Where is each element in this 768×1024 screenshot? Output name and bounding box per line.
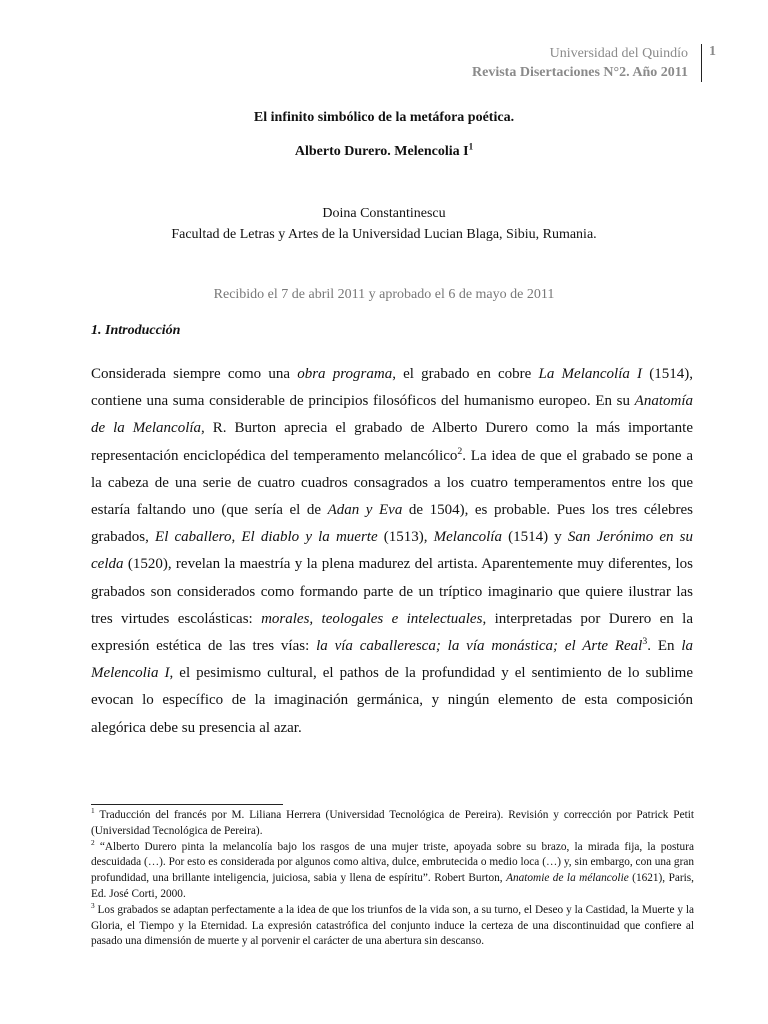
footnote-ref-2: 2 (457, 445, 463, 457)
footnotes (91, 808, 694, 950)
footnote-1: $^1$ Traducción del francés por M. Liliana Herrera (Universidad Tecnológica de Pereira). Revisión y corrección por Patrick Petit (Universidad Tecnológica de Pereira). (91, 806, 694, 837)
body-paragraph: Considerada siempre como una obra programa, el grabado en cobre La Melancolía I (1514), contiene una suma considerable de principios filosóficos del humanismo europeo. En su Anatomía de la Melancolía, R. Burton aprecia el grabado de Alberto Durero como la más importante representación enciclopédica del temperamento melancólico$^2$. La idea de que el grabado se pone a la cabeza de una serie de cuatro cuadros consagrados a los cuatro temperamentos entre los que estaría faltando uno (que sería el de Adan y Eva de 1504), es probable. Pues los tres célebres grabados, El caballero, El diablo y la muerte (1513), Melancolía (1514) y San Jerónimo en su celda (1520), revelan la maestría y la plena madurez del artista. Aparentemente muy diferentes, los grabados son considerados como formando parte de un tríptico imaginario que quiere ilustrar las tres virtudes escolásticas: morales, teologales e intelectuales, interpretadas por Durero en la expresión estética de las tres vías: la vía caballeresca; la vía monástica; el Arte Real$^3$. En la Melencolia I, el pesimismo cultural, el pathos de la profundidad y el sentimiento de lo sublime evocan lo específico de la imaginación germánica, y ningún elemento de esta composición alegórica debe su presencia al azar. (91, 366, 694, 736)
article-title: El infinito simbólico de la metáfora poética. (253, 110, 515, 125)
footnote-divider (91, 804, 283, 805)
section-heading: 1. Introducción (91, 323, 181, 338)
footnote-2: $^2$ “Alberto Durero pinta la melancolía bajo los rasgos de una mujer triste, apoyada sobre su brazo, la mirada fija, la postura descuidada (…). Por esto es considerada por algunos como altiva, dulce, embrutecida o medio loca (…) y, sin embargo, con una gran profundidad, una brillante inteligencia, juiciosa, sabia y llena de espíritu”. Robert Burton, Anatomie de la mélancolie (1621), Paris, Ed. José Corti, 2000. (91, 837, 695, 900)
header-university: Universidad del Quindío (549, 46, 688, 61)
page-number: 1 (709, 44, 716, 59)
author-name: Doina Constantinescu (322, 206, 446, 221)
footnote-ref-3: 3 (642, 636, 648, 648)
footnote-ref-1: 1 (468, 141, 474, 152)
subtitle-text: Alberto Durero. Melencolia I (294, 144, 469, 159)
header-journal: Revista Disertaciones N°2. Año 2011 (472, 65, 688, 80)
received-date: Recibido el 7 de abril 2011 y aprobado el 6 de mayo de 2011 (213, 287, 555, 302)
header-divider (701, 44, 702, 82)
footnote-3: $^3$ Los grabados se adaptan perfectamente a la idea de que los triunfos de la vida son, a su turno, el Deseo y la Castidad, la Muerte y la Gloria, el Tiempo y la Eternidad. La expresión catastrófica del conjunto induce la certeza de una discontinuidad que confiere al pasado una dimensión de muerte y al porvenir el carácter de una abertura sin descanso. (91, 901, 694, 948)
running-header (472, 44, 688, 82)
author-affiliation: Facultad de Letras y Artes de la Universidad Lucian Blaga, Sibiu, Rumania. (171, 227, 597, 242)
article-subtitle (0, 141, 768, 160)
